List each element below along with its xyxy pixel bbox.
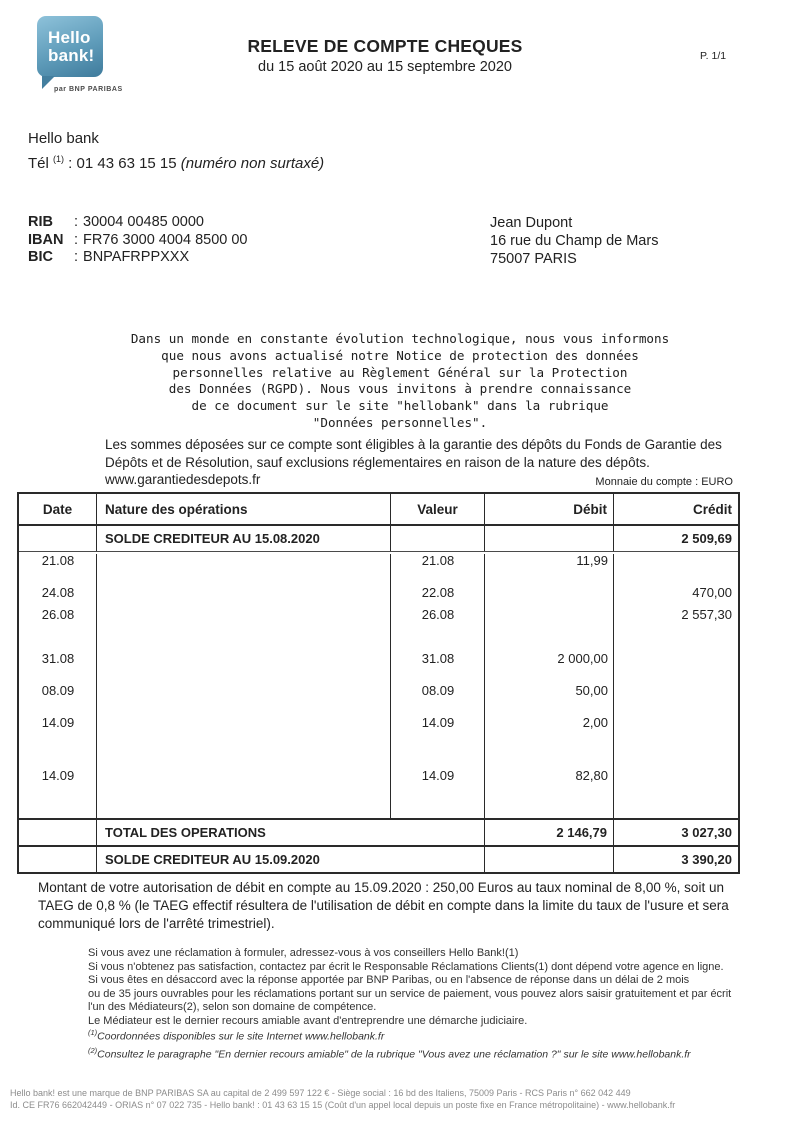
rgpd-notice — [0, 331, 800, 432]
column-divider — [96, 554, 97, 818]
rgpd-line: des Données (RGPD). Nous vous invitons à prendre connaissance — [168, 381, 632, 397]
table-row — [19, 608, 738, 622]
tx-date: 08.09 — [41, 683, 75, 698]
overdraft-authorization-notice — [38, 879, 768, 933]
tx-nature — [97, 554, 391, 568]
column-divider — [390, 554, 391, 818]
tx-debit: 2,00 — [582, 715, 608, 730]
footnote-marker: (1) — [88, 1028, 98, 1037]
tx-date: 26.08 — [41, 607, 75, 622]
empty-cell — [19, 526, 97, 551]
recipient-name: Jean Dupont — [490, 215, 573, 231]
iban-line — [28, 232, 248, 250]
table-row — [19, 684, 738, 698]
tx-credit: 470,00 — [692, 585, 732, 600]
footnote-text: Coordonnées disponibles sur le site Internet www.hellobank.fr — [97, 1030, 385, 1043]
table-row — [19, 586, 738, 600]
logo-speech-bubble-icon — [37, 16, 103, 77]
empty-cell — [19, 847, 97, 872]
tx-valeur: 08.09 — [421, 683, 455, 698]
tx-date: 24.08 — [41, 585, 75, 600]
tx-nature — [97, 769, 391, 783]
tx-valeur: 26.08 — [421, 607, 455, 622]
separator: : — [74, 231, 79, 248]
tx-credit — [614, 554, 738, 568]
logo-tagline: par BNP PARIBAS — [54, 86, 123, 93]
tel-note: (numéro non surtaxé) — [180, 155, 325, 172]
tx-debit: 50,00 — [575, 683, 608, 698]
tel-label: Tél — [28, 155, 54, 172]
footnote-2 — [88, 1044, 768, 1062]
rgpd-line: que nous avons actualisé notre Notice de protection des données — [161, 347, 639, 363]
rgpd-line: "Données personnelles". — [312, 414, 488, 430]
logo-word1: Hello — [48, 28, 91, 47]
column-divider — [613, 554, 614, 818]
logo-word2: bank! — [48, 46, 95, 65]
table-row — [19, 769, 738, 783]
bic-value: BNPAFRPPXXX — [83, 249, 190, 265]
column-header-date: Date — [19, 494, 97, 524]
column-header-nature: Nature des opérations — [97, 494, 391, 524]
closing-balance-row — [19, 845, 738, 872]
opening-balance-row — [19, 526, 738, 552]
closing-balance-label: SOLDE CREDITEUR AU 15.09.2020 — [97, 847, 485, 872]
claims-procedure-notice — [88, 947, 768, 1029]
table-row — [19, 716, 738, 730]
tx-credit: 2 557,30 — [681, 607, 732, 622]
tx-date: 31.08 — [41, 651, 75, 666]
total-debit: 2 146,79 — [485, 820, 614, 845]
table-header-row — [19, 494, 738, 526]
statement-period: du 15 août 2020 au 15 septembre 2020 — [258, 59, 512, 75]
guarantee-line: Dépôts et de Résolution, sauf exclusions réglementaires en raison de la nature des dépôts. — [105, 454, 650, 470]
claims-line: ou de 35 jours ouvrables pour les réclamations portant sur un service de paiement, vous pouvez alors saisir gratuitement et par écrit — [88, 987, 732, 1000]
separator: : — [74, 214, 79, 230]
empty-cell — [19, 820, 97, 845]
bank-name: Hello bank — [28, 130, 99, 147]
tx-valeur: 22.08 — [421, 585, 455, 600]
recipient-city: 75007 PARIS — [490, 251, 577, 267]
page-number: P. 1/1 — [700, 50, 727, 62]
column-header-debit: Débit — [485, 494, 614, 524]
opening-balance-credit: 2 509,69 — [681, 531, 732, 546]
hellobank-logo — [37, 16, 157, 96]
guarantee-url: www.garantiedesdepots.fr — [105, 472, 261, 487]
guarantee-line: Les sommes déposées sur ce compte sont éligibles à la garantie des dépôts du Fonds de Garantie des — [105, 437, 722, 452]
iban-value: FR76 3000 4004 8500 00 — [83, 231, 248, 248]
total-label: TOTAL DES OPERATIONS — [97, 820, 485, 845]
closing-balance-credit: 3 390,20 — [681, 852, 732, 867]
footer-line-1: Hello bank! est une marque de BNP PARIBAS SA au capital de 2 499 597 122 € - Siège social : 16 bd des Italiens, 75009 Paris - RCS Paris n° 662 042 449 — [10, 1088, 631, 1098]
claims-line: Si vous avez une réclamation à formuler, adressez-vous à vos conseillers Hello Bank!(1) — [88, 947, 519, 959]
claims-line: l'un des Médiateurs(2), selon son domaine de compétence. — [88, 1001, 377, 1014]
legal-footer — [10, 1088, 790, 1111]
document-header — [200, 36, 570, 75]
total-credit: 3 027,30 — [681, 825, 732, 840]
rib-value: 30004 00485 0000 — [83, 214, 204, 230]
table-row — [19, 554, 738, 568]
tx-debit: 2 000,00 — [557, 651, 608, 666]
tx-valeur: 21.08 — [421, 553, 455, 568]
tx-valeur: 14.09 — [421, 715, 455, 730]
tel-footnote-marker: (1) — [53, 154, 65, 164]
operations-table — [17, 492, 740, 874]
tx-nature — [97, 586, 391, 600]
claims-line: Le Médiateur est le dernier recours amiable avant d'entreprendre une démarche judiciaire. — [88, 1014, 528, 1027]
bank-phone-line — [28, 149, 324, 174]
overdraft-line: TAEG de 0,8 % (le TAEG effectif résultera de l'utilisation de débit en compte dans la limite du taux de l'usure et sera — [38, 898, 729, 913]
tx-date: 14.09 — [41, 715, 75, 730]
total-row — [19, 818, 738, 845]
tx-credit — [614, 684, 738, 698]
tx-nature — [97, 608, 391, 622]
empty-cell — [485, 847, 614, 872]
footnote-marker: (2) — [88, 1045, 98, 1055]
overdraft-line: Montant de votre autorisation de débit en compte au 15.09.2020 : 250,00 Euros au taux nominal de 8,00 %, soit un — [38, 880, 724, 895]
tx-valeur: 14.09 — [421, 768, 455, 783]
tx-debit — [485, 608, 614, 622]
empty-cell — [391, 526, 485, 551]
iban-label: IBAN — [28, 231, 64, 248]
rgpd-line: Dans un monde en constante évolution technologique, nous vous informons — [130, 331, 670, 346]
recipient-address — [490, 214, 658, 268]
footer-line-2: Id. CE FR76 662042449 - ORIAS n° 07 022 735 - Hello bank! : 01 43 63 15 15 (Coût d'un appel local depuis un poste fixe en France métropolitaine) - www.hellobank.fr — [10, 1099, 676, 1110]
footnote-1 — [88, 1026, 768, 1044]
rib-label: RIB — [28, 214, 53, 230]
account-identifiers — [28, 214, 248, 267]
table-row — [19, 652, 738, 666]
tel-number: : 01 43 63 15 15 — [64, 155, 181, 172]
overdraft-line: communiqué lors de l'arrêté trimestriel). — [38, 916, 275, 931]
tx-credit — [614, 652, 738, 666]
footnotes-block — [88, 1026, 768, 1061]
rib-line — [28, 214, 248, 232]
claims-line: Si vous êtes en désaccord avec la réponse apportée par BNP Paribas, ou en l'absence de réponse dans un délai de 2 mois — [88, 974, 690, 987]
opening-balance-label: SOLDE CREDITEUR AU 15.08.2020 — [97, 526, 391, 551]
bank-contact-block — [28, 129, 324, 174]
bic-line — [28, 249, 248, 267]
column-header-credit: Crédit — [692, 501, 732, 517]
tx-debit: 11,99 — [576, 553, 608, 568]
document-title: RELEVE DE COMPTE CHEQUES — [247, 36, 523, 56]
bic-label: BIC — [28, 249, 53, 265]
tx-nature — [97, 716, 391, 730]
tx-debit: 82,80 — [575, 768, 608, 783]
tx-credit — [614, 716, 738, 730]
tx-nature — [97, 652, 391, 666]
footnote-text: Consultez le paragraphe "En dernier recours amiable" de la rubrique "Vous avez une réclamation ?" sur le site www.hellobank.fr — [97, 1048, 691, 1060]
rgpd-line: de ce document sur le site "hellobank" dans la rubrique — [191, 398, 609, 414]
tx-date: 14.09 — [41, 768, 75, 783]
tx-date: 21.08 — [41, 553, 75, 568]
rgpd-line: personnelles relative au Règlement Général sur la Protection — [172, 364, 628, 380]
tx-nature — [97, 684, 391, 698]
tx-valeur: 31.08 — [421, 651, 455, 666]
claims-line: Si vous n'obtenez pas satisfaction, contactez par écrit le Responsable Réclamations Clients(1) dont dépend votre agence en ligne. — [88, 960, 724, 973]
transactions-area — [19, 554, 738, 818]
separator: : — [74, 249, 79, 265]
empty-cell — [485, 526, 614, 551]
column-header-valeur: Valeur — [391, 494, 485, 524]
tx-credit — [614, 769, 738, 783]
recipient-street: 16 rue du Champ de Mars — [490, 233, 659, 249]
column-divider — [484, 554, 485, 818]
account-currency-note: Monnaie du compte : EURO — [595, 476, 733, 488]
tx-debit — [485, 586, 614, 600]
